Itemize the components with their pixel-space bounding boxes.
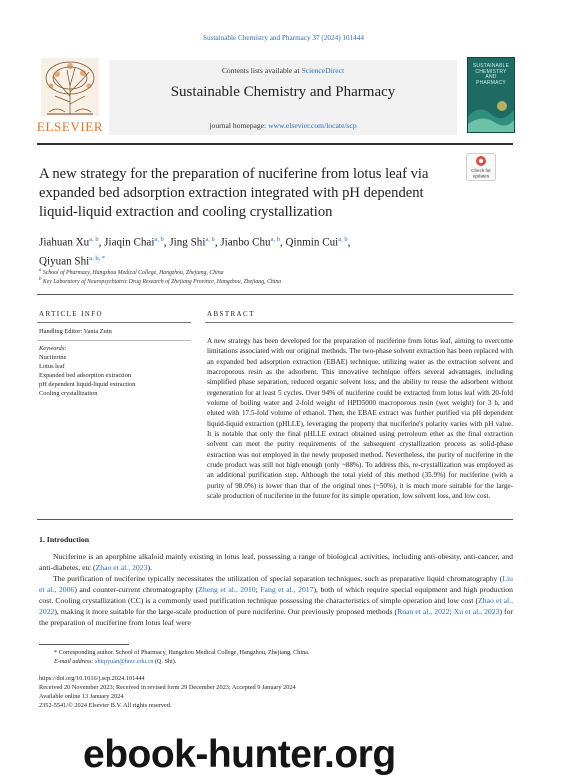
author-line-1 xyxy=(39,232,459,251)
journal-citation[interactable]: Sustainable Chemistry and Pharmacy 37 (2024) 101444 xyxy=(203,34,364,42)
journal-homepage-line xyxy=(109,121,457,130)
author-name[interactable]: Qinmin Cui xyxy=(285,236,339,249)
citation-link[interactable]: Zheng et al., 2010 xyxy=(198,585,256,595)
affiliation-a xyxy=(39,268,499,276)
cover-art xyxy=(468,96,514,132)
author-separator: , xyxy=(347,236,351,249)
author-affiliation-marks[interactable]: a, b xyxy=(89,236,99,243)
citation-link[interactable]: Zhao et al., 2023 xyxy=(95,563,148,573)
email-link[interactable]: shiqiyuan@hmc.edu.cn xyxy=(95,658,154,665)
keyword: Expanded bed adsorption extraction xyxy=(39,371,132,379)
homepage-link[interactable]: www.elsevier.com/locate/scp xyxy=(268,121,357,130)
keyword: Nuciferine xyxy=(39,354,67,361)
citation-link[interactable]: Zhao et al., 2022 xyxy=(39,596,513,617)
author-affiliation-marks[interactable]: a, b, * xyxy=(89,254,106,262)
header-rule xyxy=(37,143,513,145)
affiliation-text: School of Pharmacy, Hangzhou Medical College, Hangzhou, Zhejiang, China xyxy=(42,269,224,276)
abstract-text: A new strategy has been developed for the preparation of nuciferine from lotus leaf, aiming to overcome limitations associated with our original methods. The two-phase solvent extraction has been replaced with an expanded bed adsorption extraction (EBAE) technique, utilizing water as the extraction solvent and macroporous resin as the adsorbent. This innovative technique offers several advantages, including simplified phase separation, reduced organic solvent loss, and the ability to reuse the adsorbent without regeneration for at least 5 cycles. Over 94% of nuciferine could be extracted from lotus leaf with 20-fold volume of boiling water and 2-fold weight of HPD5000 macroporous resin (wet weight) for 3 h, and eluted with 17.5-fold volume of ethanol. Then, the EBAE extract was further purified via pH dependent liquid-liquid extraction (pHLLE), leveraging the property that nuciferine's polarity varies with pH value. It is notable that only the final pHLLE extract obtained using petroleum ether as the final extraction solvent can meet the purity requirements of the subsequent crystallization process as solid-phase extraction was not employed in the newly proposed method. Nevertheless, the purity of nuciferine in the crude product was still not high enough (only ~88%). To address this, re-crystallization was employed as an additional purification step. Although the total yield of this method (35.9%) for nuciferine (with a purity of 98.0%) is lower than that of the original ones (~50%), it is much more suitable for the large-scale production of nuciferine in the future for its simple operation, low solvent loss, and low cost. xyxy=(207,337,513,501)
email-note xyxy=(54,657,504,666)
intro-paragraph-1 xyxy=(39,551,513,573)
author-separator: , xyxy=(214,236,221,249)
citation-link[interactable]: Liu et al., 2006 xyxy=(39,574,513,595)
paragraph-text: ). xyxy=(147,563,152,573)
received-dates: Received 20 November 2023; Received in revised form 29 December 2023; Accepted 9 January 2024 xyxy=(39,684,296,691)
citation-link[interactable]: Ruan et al., 2022 xyxy=(397,607,450,617)
paragraph-text: The purification of nuciferine typically necessitates the utilization of special separation techniques, such as preparative liquid chromatography ( xyxy=(53,574,503,583)
elsevier-logo xyxy=(37,56,103,134)
sciencedirect-link[interactable]: ScienceDirect xyxy=(301,66,345,75)
author-separator: , xyxy=(163,236,170,249)
affiliation-b xyxy=(39,277,499,285)
article-info-heading: ARTICLE INFO xyxy=(39,310,104,318)
author-name[interactable]: Jing Shi xyxy=(169,236,206,249)
paragraph-text: ; xyxy=(255,585,261,595)
affiliation-text: Key Laboratory of Neuropsychiatric Drug Research of Zhejiang Province, Hangzhou, Zhejiang, China xyxy=(42,278,282,285)
contents-line xyxy=(109,66,457,75)
author-affiliation-marks[interactable]: a, b xyxy=(154,236,164,243)
section-heading-introduction: 1. Introduction xyxy=(39,535,90,544)
copyright: 2352-5541/© 2024 Elsevier B.V. All rights reserved. xyxy=(39,702,172,709)
citation-link[interactable]: Fang et al., 2017 xyxy=(260,585,314,595)
author-affiliation-marks[interactable]: a, b xyxy=(338,236,348,243)
author-line-2 xyxy=(39,251,459,270)
available-online: Available online 13 January 2024 xyxy=(39,693,124,700)
paragraph-text: ), making it more suitable for the large-scale production of pure nuciferine. Our previously proposed methods ( xyxy=(54,607,398,617)
article-title: A new strategy for the preparation of nuciferine from lotus leaf via expanded bed adsorption extraction integrated with pH dependent liquid-liquid extraction and cooling crystallization xyxy=(39,166,429,220)
author-separator: , xyxy=(279,236,286,249)
affiliation-mark: a xyxy=(39,268,42,273)
check-updates-line2: updates xyxy=(472,173,490,179)
contents-prefix: Contents lists available at xyxy=(221,66,302,75)
citation-link[interactable]: Xu et al., 2023 xyxy=(453,607,500,617)
footnote-rule xyxy=(39,644,129,645)
doi-link[interactable]: https://doi.org/10.1016/j.scp.2024.101444 xyxy=(39,675,145,682)
author-name[interactable]: Jiahuan Xu xyxy=(39,236,90,249)
watermark-text: ebook-hunter.org xyxy=(83,733,396,776)
paragraph-text: Nuciferine is an aporphine alkaloid mainly existing in lotus leaf, possessing a range of biological activities, including anti-obesity, anti-cancer, and anti-diabetes, etc ( xyxy=(39,552,513,573)
homepage-prefix: journal homepage: xyxy=(209,121,269,130)
author-name[interactable]: Jiaqin Chai xyxy=(104,236,155,249)
corresponding-author-note: * Corresponding author. School of Pharmacy, Hangzhou Medical College, Hangzhou, Zhejiang, China. xyxy=(54,649,310,656)
affiliation-mark: b xyxy=(39,277,42,282)
abstract-heading: ABSTRACT xyxy=(207,310,255,318)
keyword: Lotus leaf xyxy=(39,362,65,370)
check-updates-line1: Check for xyxy=(471,168,491,173)
author-name[interactable]: Qiyuan Shi xyxy=(39,255,90,268)
cover-title: SUSTAINABLE CHEMISTRY AND PHARMACY xyxy=(472,63,510,86)
author-separator: , xyxy=(98,236,105,249)
author-affiliation-marks[interactable]: a, b xyxy=(270,236,280,243)
paragraph-text: ) and counter-current chromatography ( xyxy=(74,585,199,595)
handling-editor: Handling Editor: Vania Zuin xyxy=(39,328,112,335)
paragraph-text: ), both of which require special equipment and high production cost. Cooling crystallization (CC) is a commonly used purification technique possessing the characteristics of simple operation and low cost ( xyxy=(39,585,513,606)
front-matter-rule xyxy=(37,294,513,295)
elsevier-wordmark: ELSEVIER xyxy=(37,119,103,134)
author-affiliation-marks[interactable]: a, b xyxy=(205,236,215,243)
article-info-rule xyxy=(37,322,191,323)
article-info-divider xyxy=(37,340,191,341)
abstract-end-rule xyxy=(37,519,513,520)
author-list xyxy=(39,232,459,269)
keyword: Cooling crystallization xyxy=(39,389,98,397)
author-name[interactable]: Jianbo Chu xyxy=(220,236,271,249)
keywords-label: Keywords: xyxy=(39,345,67,352)
paragraph-text: ; xyxy=(449,607,454,617)
abstract-rule xyxy=(205,322,513,323)
email-suffix: (Q. Shi). xyxy=(153,658,177,665)
check-for-updates-button[interactable] xyxy=(466,153,496,181)
intro-paragraph-2 xyxy=(39,573,513,628)
journal-cover-thumbnail[interactable] xyxy=(467,57,515,133)
journal-name[interactable]: Sustainable Chemistry and Pharmacy xyxy=(170,84,396,100)
keyword: pH dependent liquid-liquid extraction xyxy=(39,380,136,388)
email-label: E-mail address: xyxy=(54,658,96,665)
keyword-list xyxy=(39,354,135,399)
paragraph-text: ) for the preparation of nuciferine from lotus leaf were xyxy=(39,607,513,628)
